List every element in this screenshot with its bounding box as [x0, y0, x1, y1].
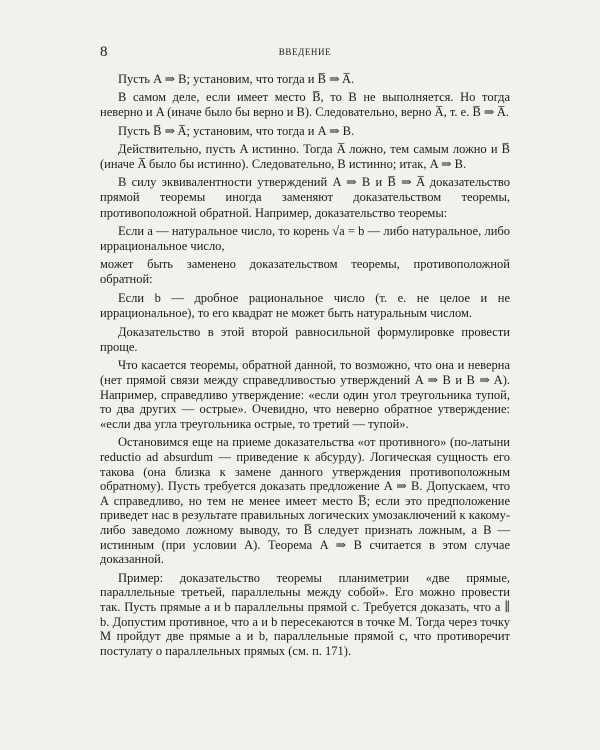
theorem-statement: Если a — натуральное число, то корень √a = b — либо натуральное, либо иррациональное число, — [100, 223, 510, 254]
page-header — [100, 44, 510, 60]
page-number: 8 — [100, 44, 108, 60]
paragraph-5: В силу эквивалентности утверждений A ⇒ B и B̅ ⇒ A̅ доказательство прямой теоремы иногда заменяют доказательством теоремы, противоположной обратной. Например, доказательство теоремы: — [100, 175, 510, 220]
paragraph-7: Доказательство в этой второй равносильной формулировке провести проще. — [100, 325, 510, 355]
page-body — [100, 72, 510, 661]
paragraph-1: Пусть A ⇒ B; установим, что тогда и B̅ ⇒ A̅. — [118, 72, 355, 86]
running-head: ВВЕДЕНИЕ — [278, 47, 332, 57]
paragraph-10: Пример: доказательство теоремы планиметрии «две прямые, параллельные третьей, параллельны между собой». Его можно провести так. Пусть прямые a и b параллельны прямой c. Требуется доказать, что a ∥ b. Допустим противное, что a и b пересекаются в точке M. Тогда через точку M пройдут две прямые a и b, параллельные прямой c, что противоречит постулату о параллельных прямых (см. п. 171). — [100, 570, 510, 658]
contrapositive-statement: Если b — дробное рациональное число (т. е. не целое и не иррациональное), то его квадрат не может быть натуральным числом. — [100, 290, 510, 320]
paragraph-3: Пусть B̅ ⇒ A̅; установим, что тогда и A ⇒ B. — [118, 123, 355, 138]
paragraph-8: Что касается теоремы, обратной данной, то возможно, что она и неверна (нет прямой связи между справедливостью утверждений A ⇒ B и B ⇒ A). Например, справедливо утверждение: «если один угол треугольника тупой, то два других — острые». Очевидно, что неверно обратное утверждение: «если два угла треугольника острые, то третий — тупой». — [100, 358, 510, 431]
paragraph-4: Действительно, пусть A истинно. Тогда A̅ ложно, тем самым ложно и B̅ (иначе A̅ было бы истинно). Следовательно, B истинно; итак, A ⇒ B. — [100, 141, 510, 172]
paragraph-2: В самом деле, если имеет место B̅, то B не выполняется. Но тогда неверно и A (иначе было бы верно и B). Следовательно, верно A̅, т. е. B̅ ⇒ A̅. — [100, 90, 510, 120]
paragraph-continuation: может быть заменено доказательством теоремы, противоположной обратной: — [100, 257, 510, 287]
paragraph-9: Остановимся еще на приеме доказательства «от противного» (по-латыни reductio ad absurdum — приведение к абсурду). Логическая сущность его такова (она близка к замене данного утверждения противоположным обратному). Пусть требуется доказать предложение A ⇒ B. Допускаем, что A справедливо, но тем не менее имеет место B̅; если это предположение приведет нас в результате правильных логических умозаключений к какому-либо заведомо ложному выводу, то B̅ следует признать ложным, а B — истинным (при условии A). Теорема A ⇒ B считается в этом случае доказанной. — [100, 435, 510, 567]
